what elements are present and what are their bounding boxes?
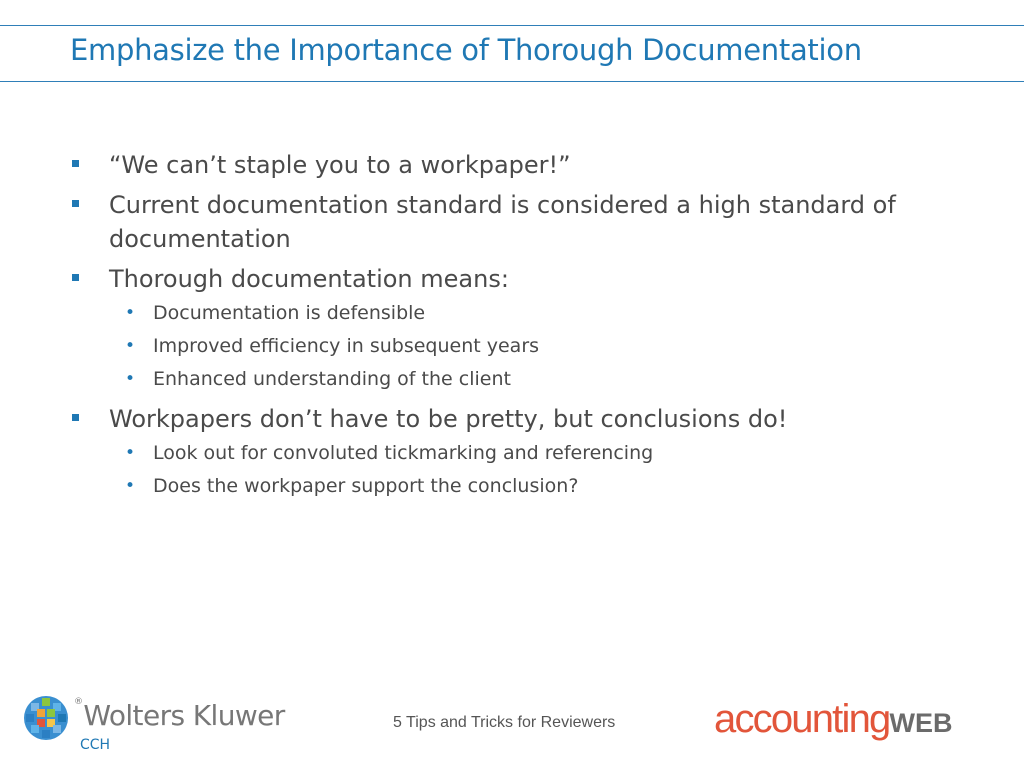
wolters-kluwer-wordmark	[74, 699, 285, 732]
sub-bullet-text: Enhanced understanding of the client	[153, 368, 511, 390]
registered-mark: ®	[74, 697, 83, 707]
dot-bullet-icon: •	[125, 336, 136, 356]
accountingweb-logo-part1: accounting	[714, 697, 890, 741]
sub-bullet-item	[109, 363, 970, 396]
sub-bullet-item	[109, 330, 970, 363]
accountingweb-logo-part2: WEB	[889, 708, 953, 738]
square-bullet-icon	[72, 160, 79, 167]
slide-title: Emphasize the Importance of Thorough Documentation	[70, 33, 862, 67]
title-rule-bottom	[0, 81, 1024, 82]
bullet-text: Current documentation standard is considered a high standard of documentation	[109, 191, 896, 253]
bullet-item	[70, 402, 970, 503]
footer-text: 5 Tips and Tricks for Reviewers	[393, 714, 616, 731]
bullet-item	[70, 262, 970, 396]
bullet-item	[70, 188, 970, 256]
sub-bullet-text: Documentation is defensible	[153, 302, 426, 324]
dot-bullet-icon: •	[125, 369, 136, 389]
accountingweb-logo	[714, 697, 952, 742]
sub-bullet-list	[109, 297, 970, 396]
wolters-kluwer-globe-icon	[22, 694, 70, 742]
title-rule-top	[0, 25, 1024, 26]
sub-bullet-item	[109, 437, 970, 470]
square-bullet-icon	[72, 200, 79, 207]
dot-bullet-icon: •	[125, 443, 136, 463]
wolters-kluwer-logo	[22, 694, 285, 754]
wolters-kluwer-name: Wolters Kluwer	[83, 699, 285, 732]
bullet-item	[70, 148, 970, 182]
bullet-text: Thorough documentation means:	[109, 265, 509, 293]
square-bullet-icon	[72, 274, 79, 281]
sub-bullet-text: Does the workpaper support the conclusion?	[153, 475, 579, 497]
square-bullet-icon	[72, 414, 79, 421]
sub-bullet-text: Look out for convoluted tickmarking and referencing	[153, 442, 654, 464]
bullet-text: Workpapers don’t have to be pretty, but conclusions do!	[109, 405, 788, 433]
sub-bullet-text: Improved efficiency in subsequent years	[153, 335, 540, 357]
sub-bullet-list	[109, 437, 970, 503]
bullet-text: “We can’t staple you to a workpaper!”	[109, 151, 571, 179]
dot-bullet-icon: •	[125, 476, 136, 496]
sub-bullet-item	[109, 297, 970, 330]
sub-bullet-item	[109, 470, 970, 503]
dot-bullet-icon: •	[125, 303, 136, 323]
cch-label: CCH	[80, 737, 111, 753]
bullet-list	[70, 148, 970, 509]
